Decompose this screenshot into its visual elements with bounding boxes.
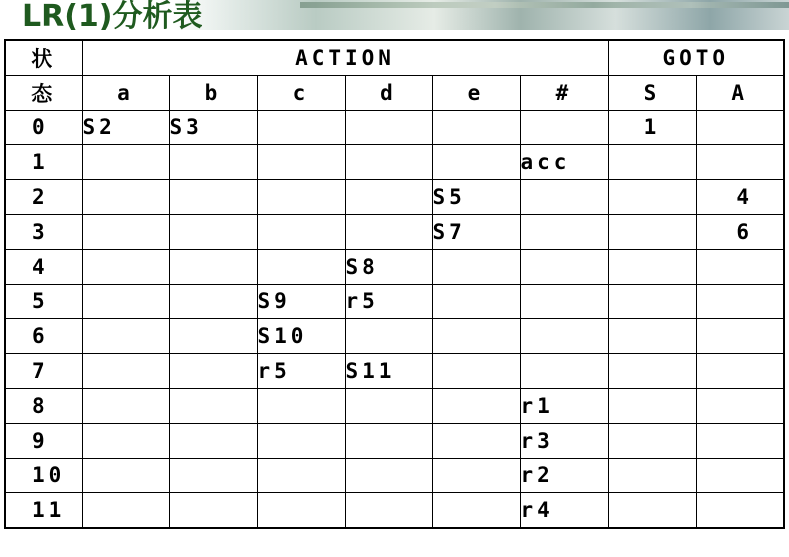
lr1-parsing-table [4, 39, 785, 529]
table-row [5, 388, 784, 423]
cell-c [257, 214, 345, 249]
cell-S [608, 180, 696, 215]
cell-e [432, 145, 520, 180]
table-row [5, 458, 784, 493]
action-header: ACTION [82, 40, 608, 75]
state-cell: 10 [5, 458, 82, 493]
cell-S [608, 145, 696, 180]
cell-end [520, 110, 608, 145]
cell-c [257, 423, 345, 458]
cell-S [608, 493, 696, 528]
cell-A [696, 354, 784, 389]
cell-end [520, 354, 608, 389]
symbol-header-b: b [169, 75, 257, 110]
cell-a [82, 214, 169, 249]
cell-d [345, 214, 432, 249]
cell-a [82, 423, 169, 458]
cell-b [169, 388, 257, 423]
cell-a [82, 388, 169, 423]
cell-d [345, 388, 432, 423]
cell-end [520, 214, 608, 249]
cell-b: S3 [169, 110, 257, 145]
cell-A [696, 319, 784, 354]
table-row [5, 110, 784, 145]
cell-b [169, 284, 257, 319]
cell-S [608, 319, 696, 354]
cell-A [696, 110, 784, 145]
cell-A [696, 145, 784, 180]
state-cell: 5 [5, 284, 82, 319]
cell-c [257, 388, 345, 423]
goto-header: GOTO [608, 40, 784, 75]
cell-a [82, 354, 169, 389]
cell-b [169, 319, 257, 354]
slide-title: LR(1)分析表 [22, 0, 203, 34]
cell-d [345, 180, 432, 215]
cell-a [82, 284, 169, 319]
table-row [5, 423, 784, 458]
cell-c [257, 249, 345, 284]
cell-S [608, 423, 696, 458]
cell-e: S5 [432, 180, 520, 215]
state-cell: 6 [5, 319, 82, 354]
cell-end: acc [520, 145, 608, 180]
cell-S [608, 249, 696, 284]
cell-b [169, 214, 257, 249]
cell-c [257, 458, 345, 493]
cell-b [169, 354, 257, 389]
cell-A [696, 493, 784, 528]
table-row [5, 493, 784, 528]
cell-a [82, 249, 169, 284]
symbol-header-A: A [696, 75, 784, 110]
cell-S [608, 354, 696, 389]
cell-e [432, 458, 520, 493]
cell-c [257, 145, 345, 180]
cell-end [520, 319, 608, 354]
cell-c [257, 110, 345, 145]
symbol-header-S: S [608, 75, 696, 110]
cell-a: S2 [82, 110, 169, 145]
cell-a [82, 145, 169, 180]
cell-d [345, 319, 432, 354]
state-cell: 11 [5, 493, 82, 528]
cell-d: r5 [345, 284, 432, 319]
symbol-header-a: a [82, 75, 169, 110]
state-cell: 8 [5, 388, 82, 423]
cell-end [520, 284, 608, 319]
cell-d [345, 458, 432, 493]
symbol-header-d: d [345, 75, 432, 110]
table-row [5, 180, 784, 215]
cell-a [82, 458, 169, 493]
cell-S: 1 [608, 110, 696, 145]
cell-e [432, 388, 520, 423]
cell-S [608, 388, 696, 423]
cell-c: S9 [257, 284, 345, 319]
header-row-symbols [5, 75, 784, 110]
cell-S [608, 214, 696, 249]
state-cell: 2 [5, 180, 82, 215]
cell-b [169, 423, 257, 458]
cell-e [432, 110, 520, 145]
table-row [5, 319, 784, 354]
cell-e: S7 [432, 214, 520, 249]
table-row [5, 214, 784, 249]
cell-d [345, 423, 432, 458]
banner-stripe [300, 2, 789, 8]
symbol-header-c: c [257, 75, 345, 110]
state-header-top: 状 [5, 40, 82, 75]
cell-e [432, 493, 520, 528]
state-cell: 4 [5, 249, 82, 284]
cell-e [432, 284, 520, 319]
cell-a [82, 493, 169, 528]
cell-e [432, 423, 520, 458]
table-row [5, 145, 784, 180]
cell-d [345, 110, 432, 145]
cell-d: S8 [345, 249, 432, 284]
cell-c [257, 493, 345, 528]
cell-end: r3 [520, 423, 608, 458]
state-cell: 1 [5, 145, 82, 180]
cell-b [169, 249, 257, 284]
cell-A [696, 458, 784, 493]
cell-a [82, 180, 169, 215]
table-row [5, 249, 784, 284]
cell-end [520, 249, 608, 284]
cell-S [608, 284, 696, 319]
cell-b [169, 145, 257, 180]
cell-end [520, 180, 608, 215]
cell-c: r5 [257, 354, 345, 389]
state-cell: 3 [5, 214, 82, 249]
cell-A [696, 423, 784, 458]
cell-A [696, 249, 784, 284]
table-row [5, 284, 784, 319]
cell-e [432, 249, 520, 284]
cell-end: r2 [520, 458, 608, 493]
state-cell: 7 [5, 354, 82, 389]
cell-end: r1 [520, 388, 608, 423]
cell-a [82, 319, 169, 354]
cell-S [608, 458, 696, 493]
cell-end: r4 [520, 493, 608, 528]
cell-A [696, 284, 784, 319]
cell-A: 6 [696, 214, 784, 249]
state-cell: 9 [5, 423, 82, 458]
cell-e [432, 354, 520, 389]
state-header-bottom: 态 [5, 75, 82, 110]
cell-b [169, 458, 257, 493]
cell-A: 4 [696, 180, 784, 215]
cell-d: S11 [345, 354, 432, 389]
cell-c: S10 [257, 319, 345, 354]
header-row-groups [5, 40, 784, 75]
symbol-header-end: # [520, 75, 608, 110]
cell-b [169, 493, 257, 528]
cell-b [169, 180, 257, 215]
state-cell: 0 [5, 110, 82, 145]
cell-A [696, 388, 784, 423]
cell-e [432, 319, 520, 354]
cell-c [257, 180, 345, 215]
symbol-header-e: e [432, 75, 520, 110]
cell-d [345, 145, 432, 180]
cell-d [345, 493, 432, 528]
table-row [5, 354, 784, 389]
